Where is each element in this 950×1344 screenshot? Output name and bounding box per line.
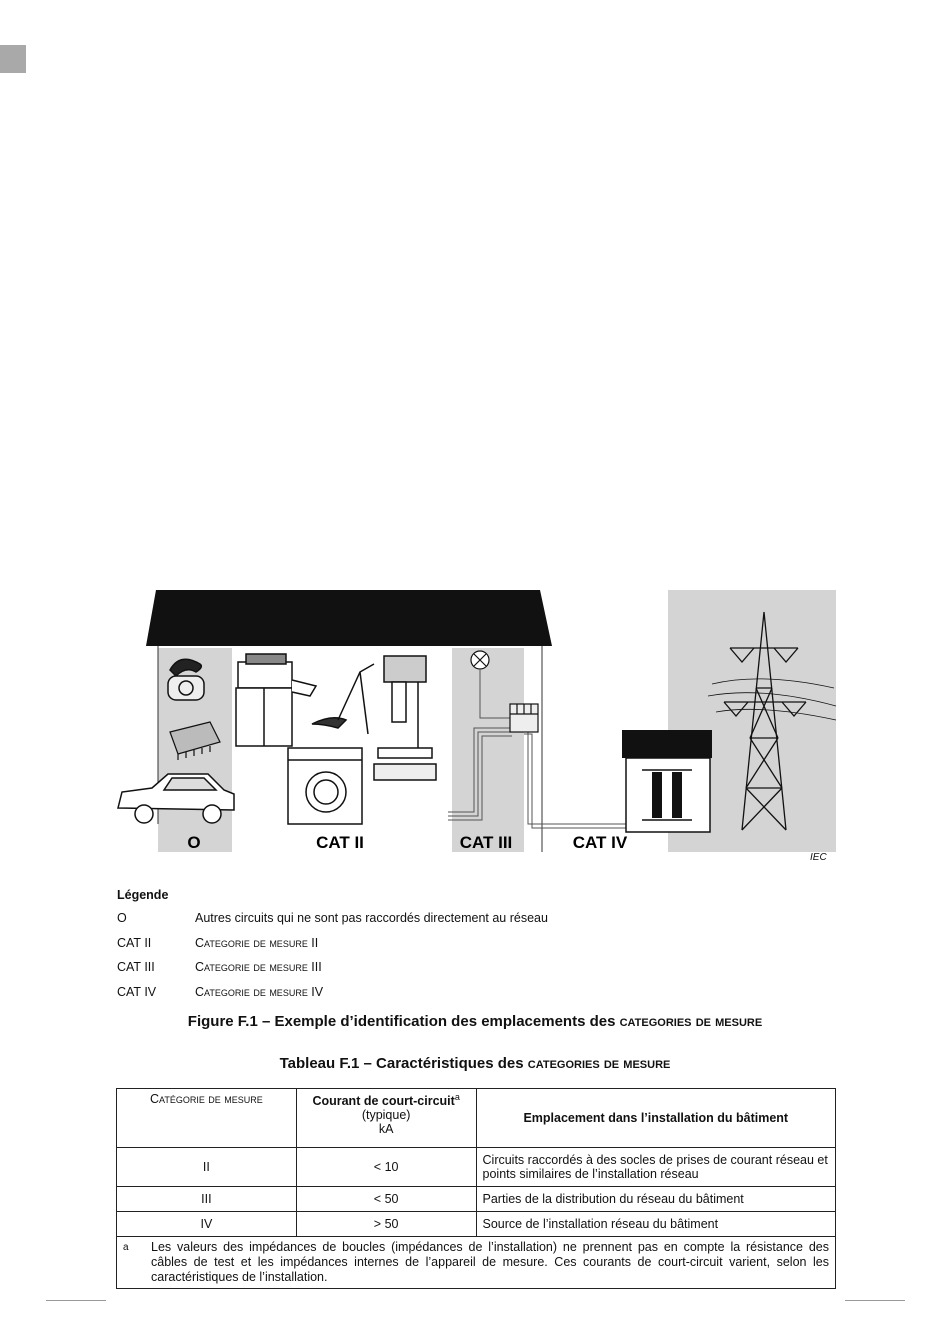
legend-code: CAT III [117, 960, 155, 974]
legend-text: Autres circuits qui ne sont pas raccordés directement au réseau [195, 911, 548, 925]
legend-row [117, 911, 548, 936]
table-title [0, 1055, 950, 1072]
washing-machine-icon [288, 748, 362, 824]
legend-text: Categorie de mesure III [195, 960, 322, 974]
figure-caption-main: Figure F.1 – Exemple d’identification des emplacements des [187, 1013, 616, 1030]
footnote-text: Les valeurs des impédances de boucles (impédances de l’installation) ne prennent pas en compte la résistance des câbles de test et les impédances internes de l’appareil de mesure. Ces courants de court-circuit varient, selon les caractéristiques de l’installation. [151, 1240, 829, 1284]
legend [117, 888, 548, 1009]
footnote-mark: a [123, 1242, 129, 1253]
zone-label-cat-iv: CAT IV [572, 833, 628, 852]
measurement-category-figure [112, 588, 838, 868]
legend-code: O [117, 911, 127, 925]
header-current-footnote-mark: a [454, 1092, 460, 1102]
iec-watermark: IEC [810, 852, 827, 863]
bottom-rule-left [46, 1300, 106, 1301]
header-category: Catégorie de mesure [117, 1089, 297, 1148]
header-current-unit: kA [378, 1122, 394, 1137]
transformer-station-icon [622, 730, 712, 832]
legend-row [117, 985, 548, 1010]
telephone-icon [168, 659, 204, 700]
cell-location: Source de l’installation réseau du bâtiment [476, 1212, 835, 1237]
header-current-typical: (typique) [361, 1108, 411, 1123]
zone-label-cat-iii: CAT III [459, 833, 513, 852]
table-footnote-row [117, 1237, 836, 1289]
header-location: Emplacement dans l’installation du bâtiment [476, 1089, 835, 1148]
zone-label-cat-ii: CAT II [316, 833, 364, 852]
table-title-smallcaps: categories de mesure [527, 1055, 671, 1072]
table-header-row [117, 1089, 836, 1148]
drill-press-icon [374, 656, 436, 780]
zone-label-o: O [187, 833, 201, 852]
table-footnote-cell [117, 1237, 836, 1289]
legend-text: Categorie de mesure II [195, 935, 319, 950]
legend-code: CAT IV [117, 984, 157, 999]
table-title-main: Tableau F.1 – Caractéristiques des [279, 1055, 524, 1072]
cell-category: IV [117, 1212, 297, 1237]
table-row [117, 1187, 836, 1212]
cell-category: II [117, 1148, 297, 1187]
legend-row [117, 936, 548, 961]
corner-tab-marker [0, 45, 26, 73]
photocopier-icon [236, 654, 316, 746]
header-current [296, 1089, 476, 1148]
zone-cat-iii-shade [452, 648, 524, 852]
header-current-label: Courant de court-circuit [312, 1094, 455, 1109]
figure-caption-smallcaps: categories de mesure [619, 1013, 763, 1030]
cell-location: Circuits raccordés à des socles de prises de courant réseau et points similaires de l’installation réseau [476, 1148, 835, 1187]
cell-current: < 50 [296, 1187, 476, 1212]
legend-row [117, 960, 548, 985]
cell-current: < 10 [296, 1148, 476, 1187]
measurement-category-table [116, 1088, 836, 1289]
table-row [117, 1148, 836, 1187]
table-row [117, 1212, 836, 1237]
cell-current: > 50 [296, 1212, 476, 1237]
legend-text: Categorie de mesure IV [195, 984, 324, 999]
house-roof [146, 590, 552, 646]
legend-code: CAT II [117, 935, 152, 950]
legend-title: Légende [117, 888, 169, 902]
ceiling-lamp-icon [471, 651, 489, 669]
desk-lamp-icon [312, 664, 374, 734]
figure-caption [0, 1013, 950, 1030]
cell-location: Parties de la distribution du réseau du bâtiment [476, 1187, 835, 1212]
bottom-rule-right [845, 1300, 905, 1301]
distribution-board-icon [510, 704, 538, 732]
cell-category: III [117, 1187, 297, 1212]
